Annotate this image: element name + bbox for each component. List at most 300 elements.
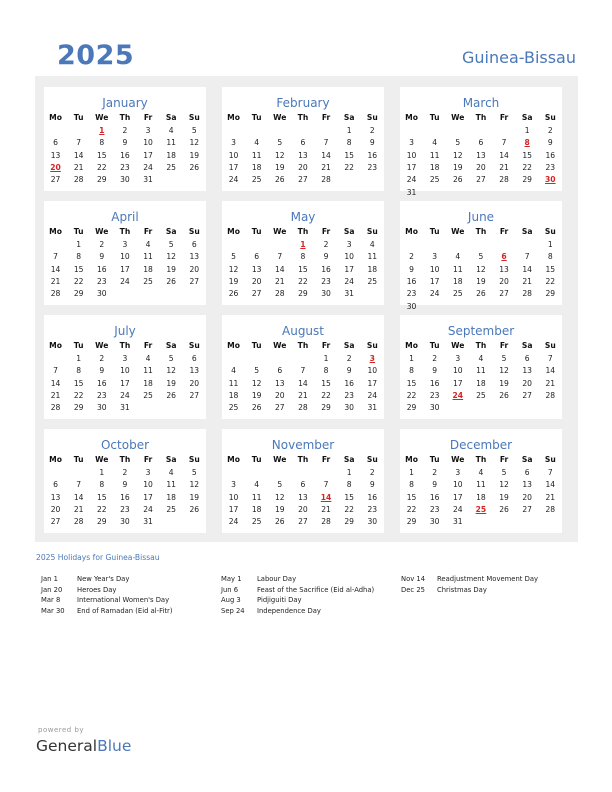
day-cell: 2 <box>369 126 375 135</box>
week-row <box>400 517 562 526</box>
day-cell: 8 <box>323 366 329 376</box>
day-cell: 15 <box>522 150 533 160</box>
weekday-label: We <box>273 227 287 236</box>
day-cell: 15 <box>321 378 331 388</box>
day-cell: 26 <box>189 504 200 514</box>
day-cell: 9 <box>122 480 128 490</box>
holiday-name: International Women's Day <box>77 596 170 604</box>
day-cell: 9 <box>323 252 329 262</box>
day-cell: 16 <box>96 378 107 388</box>
weekday-label: Tu <box>251 455 262 464</box>
empty-day-cell <box>268 240 291 249</box>
day-cell: 13 <box>50 492 61 502</box>
day-cell: 25 <box>251 175 262 185</box>
day-cell: 13 <box>522 366 533 376</box>
weekday-label: We <box>273 113 287 122</box>
day-cell: 11 <box>429 150 440 160</box>
day-cell: 2 <box>432 354 438 363</box>
holiday-item <box>221 595 374 606</box>
week-row <box>400 480 562 489</box>
day-cell: 14 <box>545 366 556 376</box>
day-cell: 4 <box>455 252 461 262</box>
empty-day-cell <box>268 126 291 135</box>
weekday-label: Fr <box>499 227 509 236</box>
holiday-date: Nov 14 <box>401 575 426 583</box>
day-cell: 29 <box>406 403 417 413</box>
week-row <box>400 240 562 249</box>
empty-day-cell <box>137 289 160 298</box>
day-cell: 18 <box>166 492 177 502</box>
weekday-header <box>400 227 562 236</box>
weekday-label: Sa <box>521 113 533 122</box>
week-row <box>400 188 562 197</box>
weekday-label: Th <box>297 227 309 236</box>
weekday-header <box>400 341 562 350</box>
day-cell: 28 <box>522 289 533 299</box>
day-cell: 10 <box>406 150 417 160</box>
day-cell: 5 <box>254 366 260 376</box>
weekday-label: Tu <box>73 455 84 464</box>
day-cell: 6 <box>277 366 283 376</box>
week-row <box>44 403 206 412</box>
holiday-day-cell: 24 <box>452 390 464 400</box>
weekday-label: Th <box>119 227 131 236</box>
day-cell: 14 <box>274 264 285 274</box>
week-row <box>222 126 384 135</box>
day-cell: 30 <box>367 517 378 527</box>
day-cell: 18 <box>228 390 239 400</box>
holiday-column <box>221 574 374 616</box>
empty-day-cell <box>245 126 268 135</box>
day-cell: 13 <box>189 366 200 376</box>
day-cell: 25 <box>143 276 153 286</box>
day-cell: 12 <box>166 252 177 262</box>
day-cell: 23 <box>96 390 107 400</box>
week-row <box>44 391 206 400</box>
day-cell: 11 <box>367 252 378 262</box>
holiday-name: End of Ramadan (Eid al-Fitr) <box>77 606 173 615</box>
day-cell: 22 <box>344 504 355 514</box>
day-cell: 10 <box>452 480 463 490</box>
holiday-name: Pidjiguiti Day <box>257 596 302 604</box>
day-cell: 12 <box>499 366 509 376</box>
day-cell: 16 <box>120 150 130 160</box>
empty-day-cell <box>469 403 492 412</box>
week-row <box>44 517 206 526</box>
empty-day-cell <box>423 302 446 311</box>
weekday-label: Su <box>366 227 378 236</box>
weekday-label: Mo <box>405 113 418 122</box>
weekday-label: We <box>273 455 287 464</box>
weekday-label: Fr <box>499 341 509 350</box>
day-cell: 25 <box>452 289 463 299</box>
month-july <box>44 315 206 419</box>
weekday-label: Th <box>475 227 487 236</box>
day-cell: 12 <box>274 492 285 502</box>
day-cell: 18 <box>143 264 153 274</box>
day-cell: 8 <box>409 480 414 490</box>
day-cell: 16 <box>367 150 378 160</box>
month-name: August <box>282 324 324 338</box>
day-cell: 21 <box>321 162 331 172</box>
weekday-label: Sa <box>165 113 177 122</box>
weekday-header <box>222 455 384 464</box>
day-cell: 12 <box>452 150 463 160</box>
day-cell: 16 <box>429 492 440 502</box>
day-cell: 24 <box>344 276 355 286</box>
weekday-label: Fr <box>143 341 153 350</box>
empty-day-cell <box>469 302 492 311</box>
day-cell: 10 <box>452 366 463 376</box>
month-name: October <box>100 438 150 452</box>
day-cell: 19 <box>452 162 463 172</box>
day-cell: 5 <box>501 354 507 363</box>
day-cell: 21 <box>545 378 556 388</box>
day-cell: 4 <box>168 468 174 477</box>
day-cell: 9 <box>369 138 375 148</box>
week-row <box>222 277 384 286</box>
day-cell: 17 <box>143 150 153 160</box>
day-cell: 5 <box>455 138 461 148</box>
week-row <box>222 505 384 514</box>
empty-day-cell <box>222 126 245 135</box>
week-row <box>400 175 562 184</box>
day-cell: 7 <box>76 138 82 148</box>
empty-day-cell <box>516 188 539 197</box>
day-cell: 19 <box>166 264 177 274</box>
empty-day-cell <box>160 289 183 298</box>
holiday-item <box>41 606 173 617</box>
week-row <box>222 354 384 363</box>
day-cell: 19 <box>499 492 509 502</box>
day-cell: 19 <box>251 390 262 400</box>
day-cell: 28 <box>73 517 84 527</box>
day-cell: 9 <box>432 366 438 376</box>
holiday-item <box>401 574 538 585</box>
empty-day-cell <box>539 302 562 311</box>
day-cell: 12 <box>228 264 239 274</box>
day-cell: 5 <box>168 354 174 363</box>
empty-day-cell <box>222 240 245 249</box>
day-cell: 9 <box>369 480 375 490</box>
day-cell: 23 <box>120 504 130 514</box>
empty-day-cell <box>516 240 539 249</box>
weekday-label: Th <box>119 455 131 464</box>
day-cell: 3 <box>455 354 461 363</box>
empty-day-cell <box>539 517 562 526</box>
week-row <box>44 468 206 477</box>
day-cell: 23 <box>367 162 378 172</box>
week-row <box>44 277 206 286</box>
day-cell: 4 <box>254 480 260 490</box>
day-cell: 1 <box>346 126 352 135</box>
weekday-label: Mo <box>227 455 240 464</box>
day-cell: 7 <box>524 252 530 262</box>
day-cell: 25 <box>251 517 262 527</box>
day-cell: 2 <box>122 468 128 477</box>
empty-day-cell <box>160 175 183 184</box>
day-cell: 7 <box>300 366 306 376</box>
day-cell: 16 <box>120 492 130 502</box>
empty-day-cell <box>446 188 469 197</box>
day-cell: 6 <box>524 354 530 363</box>
empty-day-cell <box>493 302 516 311</box>
holiday-day-cell: 8 <box>524 138 530 148</box>
generalblue-logo[interactable] <box>36 737 131 755</box>
day-cell: 3 <box>122 240 128 249</box>
weekday-label: Su <box>366 341 378 350</box>
day-cell: 5 <box>478 252 484 262</box>
day-cell: 14 <box>73 150 84 160</box>
month-name: July <box>114 324 136 338</box>
day-cell: 1 <box>76 240 82 249</box>
day-cell: 11 <box>166 138 177 148</box>
day-cell: 22 <box>321 390 331 400</box>
day-cell: 2 <box>122 126 128 135</box>
day-cell: 10 <box>143 138 153 148</box>
day-cell: 17 <box>228 162 239 172</box>
empty-day-cell <box>183 289 206 298</box>
weekday-label: Mo <box>49 455 62 464</box>
day-cell: 16 <box>406 276 417 286</box>
weekday-label: Tu <box>429 227 440 236</box>
empty-day-cell <box>291 354 314 363</box>
day-cell: 22 <box>522 162 533 172</box>
weekday-header <box>222 341 384 350</box>
day-cell: 15 <box>344 492 355 502</box>
day-cell: 14 <box>50 264 61 274</box>
day-cell: 12 <box>476 264 486 274</box>
week-row <box>44 379 206 388</box>
weekday-label: Sa <box>521 227 533 236</box>
day-cell: 2 <box>99 240 105 249</box>
day-cell: 6 <box>478 138 484 148</box>
weekday-label: Mo <box>49 341 62 350</box>
day-cell: 18 <box>429 162 440 172</box>
day-cell: 27 <box>274 403 285 413</box>
day-cell: 31 <box>344 289 355 299</box>
day-cell: 5 <box>191 468 197 477</box>
weekday-label: We <box>95 113 109 122</box>
day-cell: 29 <box>298 289 308 299</box>
day-cell: 23 <box>367 504 378 514</box>
month-march <box>400 87 562 197</box>
day-cell: 10 <box>367 366 378 376</box>
week-row <box>44 240 206 249</box>
month-name: February <box>276 96 330 110</box>
empty-day-cell <box>222 468 245 477</box>
day-cell: 24 <box>143 504 153 514</box>
day-cell: 7 <box>547 354 553 363</box>
day-cell: 22 <box>73 276 84 286</box>
day-cell: 8 <box>99 138 105 148</box>
day-cell: 2 <box>432 468 438 477</box>
weekday-label: Th <box>475 455 487 464</box>
day-cell: 4 <box>145 354 151 363</box>
day-cell: 22 <box>73 390 84 400</box>
day-cell: 24 <box>120 276 130 286</box>
month-september <box>400 315 562 419</box>
day-cell: 26 <box>274 175 285 185</box>
day-cell: 11 <box>452 264 463 274</box>
holiday-date: Mar 8 <box>41 596 61 604</box>
day-cell: 19 <box>499 378 509 388</box>
day-cell: 18 <box>251 504 262 514</box>
day-cell: 8 <box>346 480 352 490</box>
day-cell: 2 <box>369 468 375 477</box>
empty-day-cell <box>539 188 562 197</box>
empty-day-cell <box>44 354 67 363</box>
day-cell: 10 <box>429 264 440 274</box>
weekday-label: Th <box>297 341 309 350</box>
day-cell: 1 <box>76 354 82 363</box>
day-cell: 8 <box>76 366 82 376</box>
day-cell: 22 <box>96 162 107 172</box>
week-row <box>400 252 562 261</box>
day-cell: 30 <box>344 403 355 413</box>
holiday-name: Feast of the Sacrifice (Eid al-Adha) <box>257 585 375 594</box>
week-row <box>44 138 206 147</box>
empty-day-cell <box>423 188 446 197</box>
day-cell: 7 <box>53 252 58 262</box>
day-cell: 14 <box>298 378 308 388</box>
day-cell: 12 <box>499 480 509 490</box>
day-cell: 13 <box>274 378 285 388</box>
day-cell: 31 <box>143 517 153 527</box>
week-row <box>222 480 384 489</box>
calendar-year-title: 2025 <box>57 40 135 71</box>
day-cell: 6 <box>53 480 58 490</box>
weekday-header <box>222 113 384 122</box>
week-row <box>44 289 206 298</box>
day-cell: 6 <box>300 138 306 148</box>
day-cell: 5 <box>168 240 174 249</box>
empty-day-cell <box>44 468 67 477</box>
day-cell: 28 <box>50 403 61 413</box>
day-cell: 28 <box>50 289 61 299</box>
day-cell: 14 <box>522 264 533 274</box>
day-cell: 4 <box>168 126 174 135</box>
day-cell: 22 <box>545 276 556 286</box>
day-cell: 16 <box>429 378 440 388</box>
day-cell: 25 <box>367 276 378 286</box>
day-cell: 24 <box>406 175 417 185</box>
day-cell: 21 <box>545 492 556 502</box>
holiday-name: Labour Day <box>257 575 297 583</box>
day-cell: 4 <box>254 138 260 148</box>
day-cell: 11 <box>251 492 262 502</box>
week-row <box>400 163 562 172</box>
holiday-day-cell: 25 <box>475 504 487 514</box>
holiday-day-cell: 3 <box>369 354 375 363</box>
weekday-label: Sa <box>165 227 177 236</box>
day-cell: 3 <box>409 138 414 148</box>
day-cell: 29 <box>73 289 84 299</box>
weekday-label: Mo <box>405 341 418 350</box>
day-cell: 16 <box>344 378 355 388</box>
holiday-date: Dec 25 <box>401 585 425 594</box>
weekday-label: Su <box>188 341 200 350</box>
day-cell: 30 <box>429 403 440 413</box>
day-cell: 28 <box>298 403 308 413</box>
day-cell: 28 <box>545 390 556 400</box>
weekday-header <box>44 227 206 236</box>
day-cell: 19 <box>189 492 200 502</box>
weekday-label: Th <box>297 455 309 464</box>
empty-day-cell <box>446 240 469 249</box>
weekday-label: Su <box>544 113 556 122</box>
week-row <box>400 493 562 502</box>
weekday-label: We <box>451 455 465 464</box>
day-cell: 18 <box>166 150 177 160</box>
day-cell: 17 <box>429 276 440 286</box>
day-cell: 26 <box>166 390 177 400</box>
day-cell: 3 <box>346 240 352 249</box>
week-row <box>222 138 384 147</box>
day-cell: 17 <box>120 378 130 388</box>
holiday-item <box>41 585 173 596</box>
day-cell: 24 <box>452 504 463 514</box>
empty-day-cell <box>423 240 446 249</box>
day-cell: 11 <box>251 150 262 160</box>
day-cell: 15 <box>545 264 556 274</box>
weekday-label: Tu <box>429 341 440 350</box>
weekday-header <box>44 455 206 464</box>
week-row <box>222 403 384 412</box>
day-cell: 26 <box>274 517 285 527</box>
day-cell: 10 <box>228 492 239 502</box>
holiday-column <box>401 574 538 595</box>
day-cell: 28 <box>321 175 331 185</box>
day-cell: 10 <box>143 480 153 490</box>
day-cell: 3 <box>145 126 151 135</box>
weekday-label: We <box>451 113 465 122</box>
day-cell: 9 <box>409 264 414 274</box>
weekday-label: Th <box>119 113 131 122</box>
day-cell: 23 <box>545 162 556 172</box>
day-cell: 20 <box>476 162 486 172</box>
day-cell: 12 <box>166 366 177 376</box>
day-cell: 1 <box>99 468 105 477</box>
day-cell: 26 <box>189 162 200 172</box>
day-cell: 13 <box>251 264 262 274</box>
day-cell: 18 <box>452 276 463 286</box>
week-row <box>44 175 206 184</box>
weekday-label: We <box>273 341 287 350</box>
day-cell: 29 <box>96 175 107 185</box>
week-row <box>400 151 562 160</box>
holiday-name: Independence Day <box>257 606 321 615</box>
day-cell: 11 <box>166 480 177 490</box>
weekday-label: Fr <box>499 455 509 464</box>
weekday-label: Fr <box>321 227 331 236</box>
month-name: June <box>467 210 495 224</box>
month-name: March <box>462 96 500 110</box>
empty-day-cell <box>268 354 291 363</box>
week-row <box>400 505 562 514</box>
day-cell: 27 <box>499 289 509 299</box>
empty-day-cell <box>160 517 183 526</box>
day-cell: 15 <box>73 378 84 388</box>
day-cell: 2 <box>547 126 553 135</box>
day-cell: 10 <box>228 150 239 160</box>
week-row <box>44 493 206 502</box>
day-cell: 10 <box>344 252 355 262</box>
day-cell: 14 <box>50 378 61 388</box>
week-row <box>44 505 206 514</box>
empty-day-cell <box>183 517 206 526</box>
empty-day-cell <box>315 126 338 135</box>
